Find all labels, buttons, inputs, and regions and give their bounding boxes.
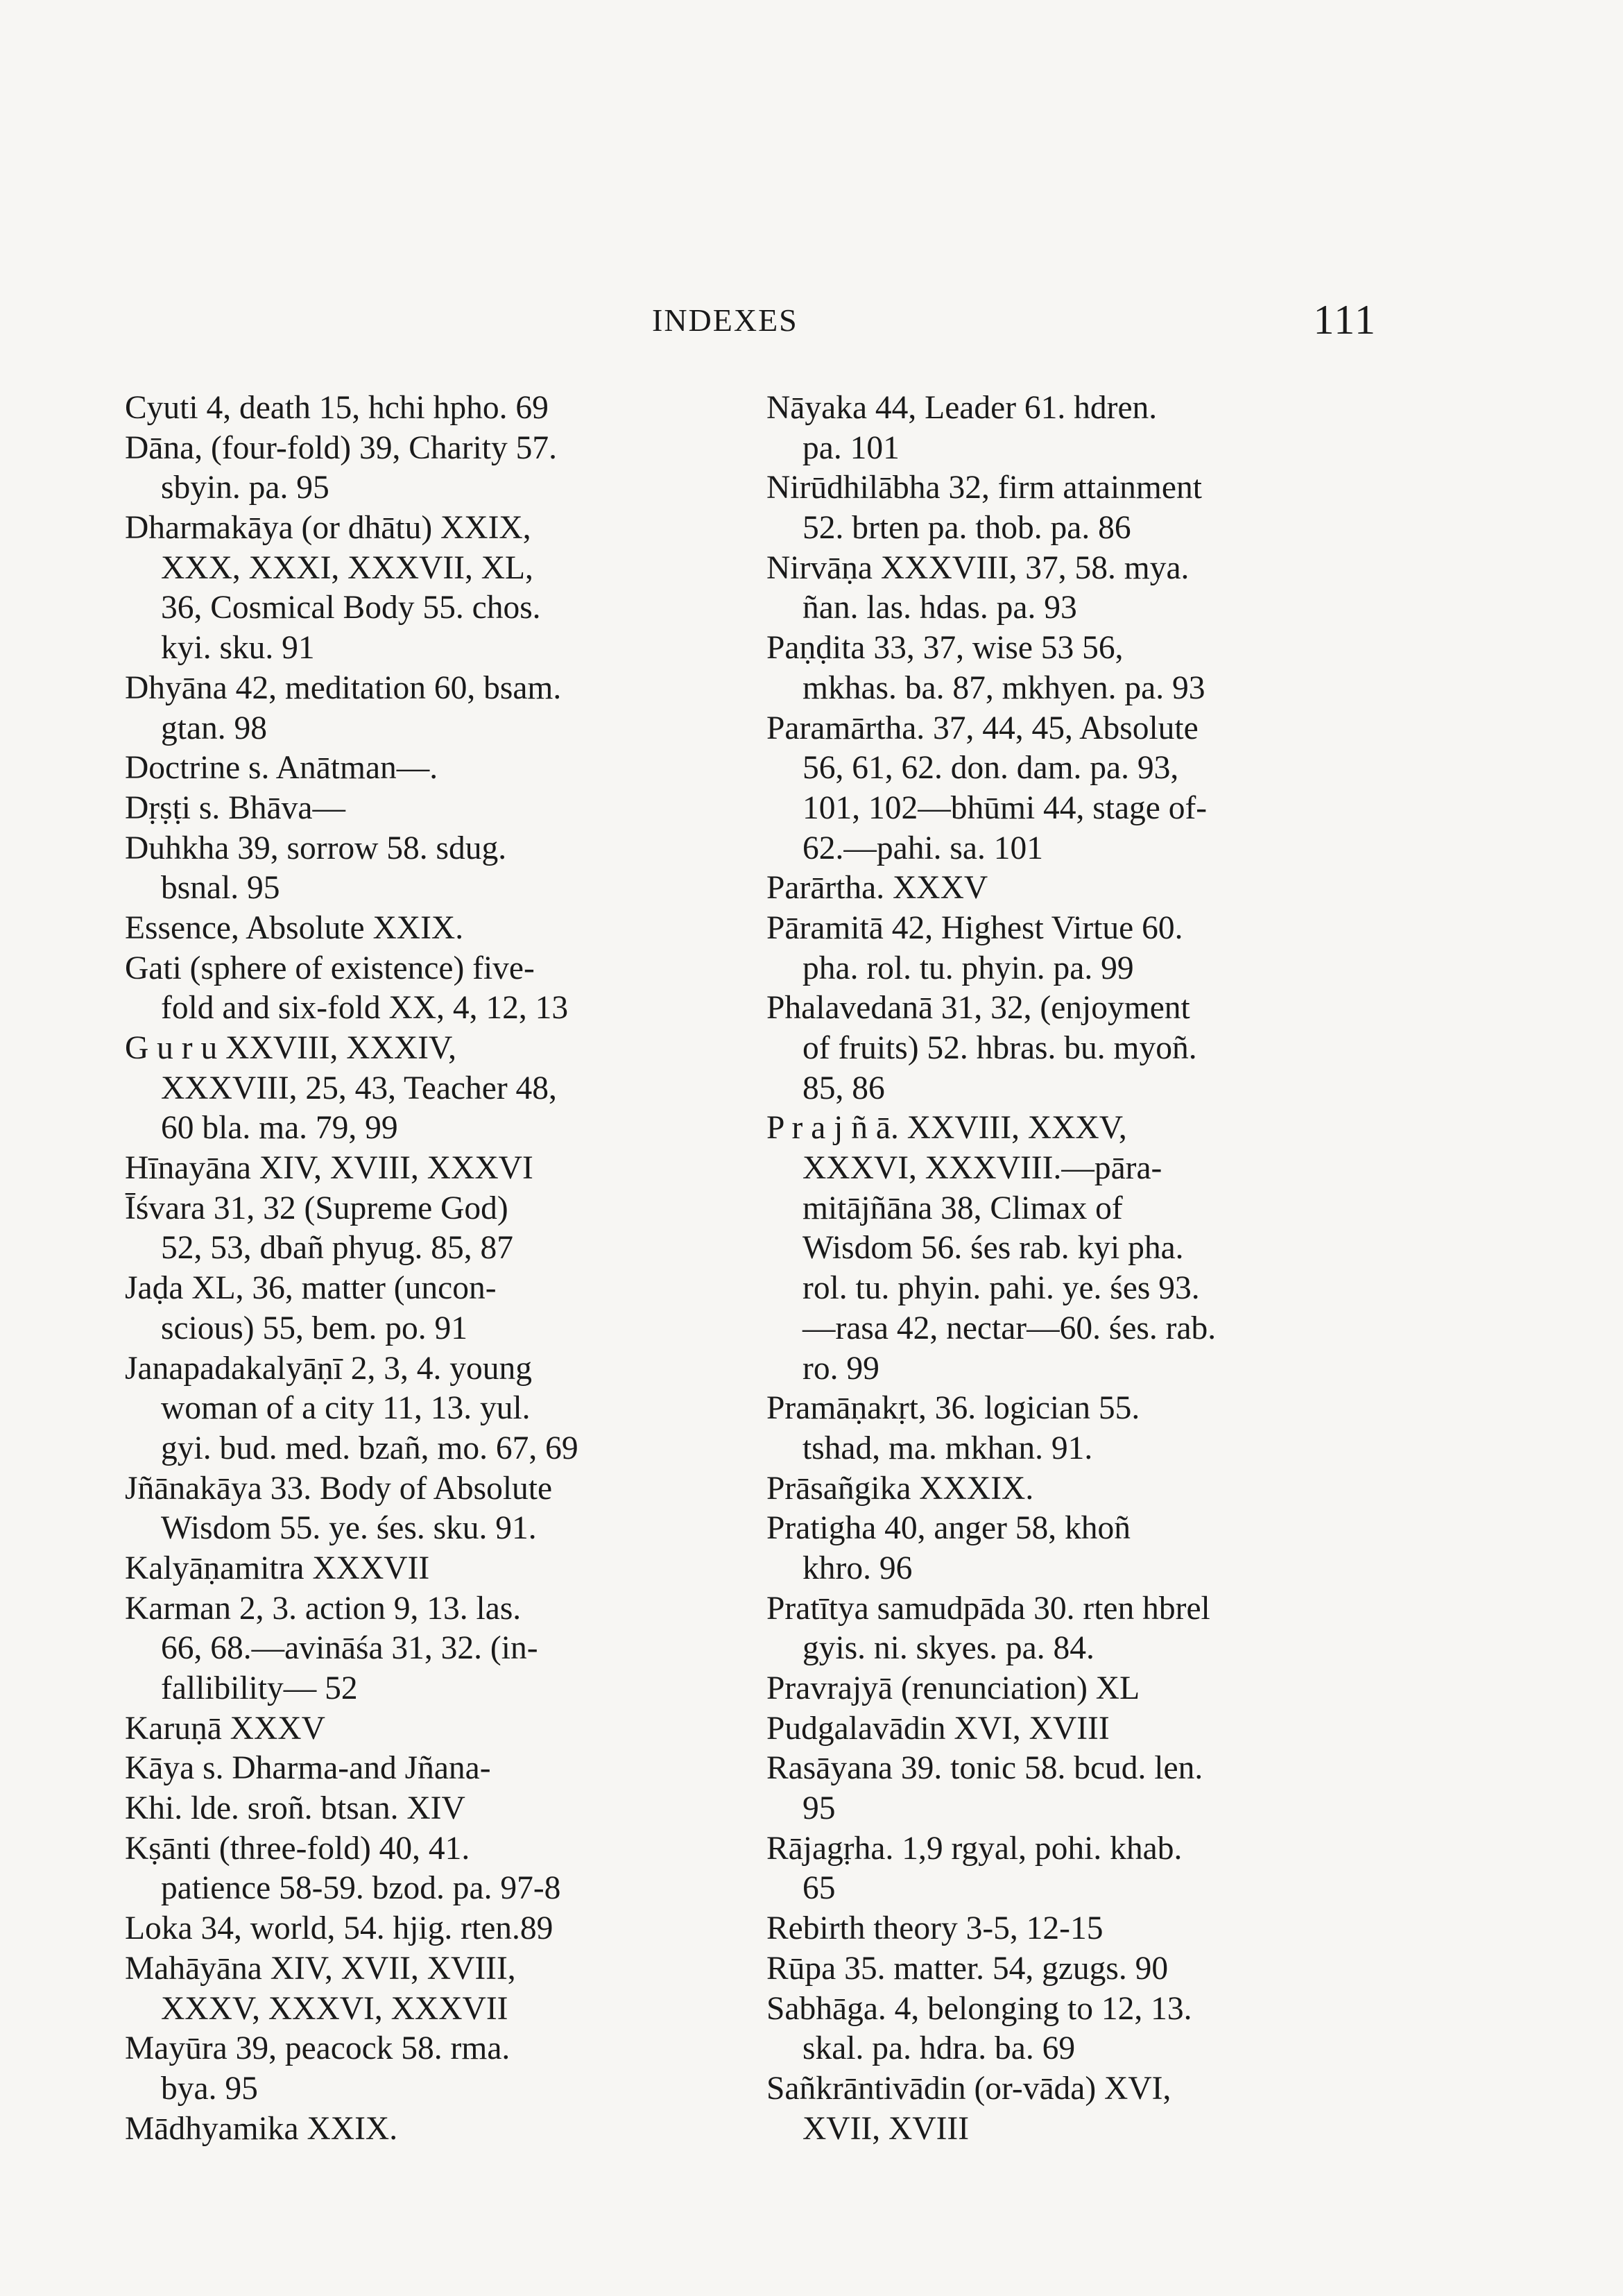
index-entry: Karman 2, 3. action 9, 13. las. — [125, 1590, 522, 1627]
index-entry-continuation: patience 58-59. bzod. pa. 97-8 — [161, 1870, 561, 1907]
index-column-left — [125, 388, 728, 2149]
index-entry: Dhyāna 42, meditation 60, bsam. — [125, 669, 562, 706]
index-entry-continuation: 66, 68.—avināśa 31, 32. (in- — [161, 1630, 538, 1667]
index-entry-continuation: 36, Cosmical Body 55. chos. — [161, 590, 541, 626]
index-column-right — [766, 388, 1380, 2149]
index-entry: Sabhāga. 4, belonging to 12, 13. — [766, 1990, 1192, 2027]
index-entry: Nāyaka 44, Leader 61. hdren. — [766, 390, 1158, 426]
index-entry: Essence, Absolute XXIX. — [125, 909, 464, 946]
index-entry: Janapadakalyāṇī 2, 3, 4. young — [125, 1350, 533, 1387]
index-entry: Pratigha 40, anger 58, khoñ — [766, 1510, 1131, 1547]
index-entry: Paramārtha. 37, 44, 45, Absolute — [766, 710, 1199, 746]
index-entry: Pravrajyā (renunciation) XL — [766, 1670, 1140, 1706]
index-entry-continuation: kyi. sku. 91 — [161, 630, 315, 667]
index-entry-continuation: mkhas. ba. 87, mkhyen. pa. 93 — [802, 669, 1205, 706]
index-entry-continuation: XXX, XXXI, XXXVII, XL, — [161, 549, 533, 586]
index-entry-continuation: pa. 101 — [802, 429, 900, 466]
index-entry: Gati (sphere of existence) five- — [125, 950, 535, 986]
index-entry-continuation: tshad, ma. mkhan. 91. — [802, 1430, 1093, 1466]
index-entry: Loka 34, world, 54. hjig. rten.89 — [125, 1910, 553, 1947]
index-entry: Jñānakāya 33. Body of Absolute — [125, 1470, 553, 1507]
running-head: INDEXES — [652, 302, 798, 338]
index-entry-continuation: bsnal. 95 — [161, 870, 280, 907]
index-entry-continuation: gyis. ni. skyes. pa. 84. — [802, 1630, 1094, 1667]
index-entry: Pratītya samudpāda 30. rten hbrel — [766, 1590, 1210, 1627]
index-entry-continuation: 60 bla. ma. 79, 99 — [161, 1110, 398, 1147]
index-entry: Doctrine s. Anātman—. — [125, 750, 438, 787]
index-entry: Hīnayāna XIV, XVIII, XXXVI — [125, 1150, 533, 1187]
index-entry: Mādhyamika XXIX. — [125, 2110, 398, 2147]
index-entry: Phalavedanā 31, 32, (enjoyment — [766, 990, 1190, 1027]
index-entry-continuation: rol. tu. phyin. pahi. ye. śes 93. — [802, 1270, 1200, 1307]
index-entry: Nirvāṇa XXXVIII, 37, 58. mya. — [766, 549, 1190, 586]
index-entry: Pudgalavādin XVI, XVIII — [766, 1710, 1110, 1747]
index-entry: Prāsañgika XXXIX. — [766, 1470, 1034, 1507]
index-entry-continuation: 85, 86 — [802, 1070, 885, 1106]
index-entry-continuation: sbyin. pa. 95 — [161, 470, 329, 506]
index-entry: Paṇḍita 33, 37, wise 53 56, — [766, 630, 1124, 667]
index-entry-continuation: fold and six-fold XX, 4, 12, 13 — [161, 990, 569, 1027]
index-entry-continuation: Wisdom 56. śes rab. kyi pha. — [802, 1230, 1184, 1267]
index-entry: Mayūra 39, peacock 58. rma. — [125, 2030, 510, 2067]
index-entry: Kalyāṇamitra XXXVII — [125, 1550, 430, 1586]
index-entry-continuation: 62.—pahi. sa. 101 — [802, 830, 1043, 866]
index-entry: Parārtha. XXXV — [766, 870, 988, 907]
index-entry-continuation: of fruits) 52. hbras. bu. myoñ. — [802, 1030, 1197, 1066]
index-entry-continuation: ro. 99 — [802, 1350, 879, 1387]
index-entry-continuation: 52. brten pa. thob. pa. 86 — [802, 510, 1131, 547]
index-entry: Karuṇā XXXV — [125, 1710, 325, 1747]
index-entry-continuation: 101, 102—bhūmi 44, stage of- — [802, 789, 1208, 826]
index-entry: Rūpa 35. matter. 54, gzugs. 90 — [766, 1950, 1169, 1987]
index-entry: Rebirth theory 3-5, 12-15 — [766, 1910, 1104, 1947]
index-entry-continuation: skal. pa. hdra. ba. 69 — [802, 2030, 1076, 2067]
index-entry: Duhkha 39, sorrow 58. sdug. — [125, 830, 507, 866]
index-entry-continuation: 95 — [802, 1790, 836, 1827]
index-entry-continuation: ñan. las. hdas. pa. 93 — [802, 590, 1077, 626]
index-entry: Īśvara 31, 32 (Supreme God) — [125, 1190, 508, 1226]
index-entry: Dṛṣṭi s. Bhāva— — [125, 789, 345, 826]
index-entry-continuation: khro. 96 — [802, 1550, 913, 1586]
index-entry: Mahāyāna XIV, XVII, XVIII, — [125, 1950, 516, 1987]
index-entry-continuation: XXXV, XXXVI, XXXVII — [161, 1990, 508, 2027]
index-entry: Dāna, (four-fold) 39, Charity 57. — [125, 429, 557, 466]
index-entry: P r a j ñ ā. XXVIII, XXXV, — [766, 1110, 1127, 1147]
index-entry-continuation: scious) 55, bem. po. 91 — [161, 1310, 467, 1346]
index-entry: Sañkrāntivādin (or-vāda) XVI, — [766, 2070, 1171, 2107]
index-entry-continuation: XXXVI, XXXVIII.—pāra- — [802, 1150, 1162, 1187]
index-entry: Jaḍa XL, 36, matter (uncon- — [125, 1270, 497, 1307]
index-entry: Kṣānti (three-fold) 40, 41. — [125, 1830, 470, 1867]
index-entry: Rasāyana 39. tonic 58. bcud. len. — [766, 1750, 1203, 1787]
index-entry-continuation: 52, 53, dbañ phyug. 85, 87 — [161, 1230, 513, 1267]
index-entry-continuation: 56, 61, 62. don. dam. pa. 93, — [802, 750, 1179, 787]
index-entry: Pramāṇakṛt, 36. logician 55. — [766, 1390, 1140, 1427]
index-entry: Kāya s. Dharma-and Jñana- — [125, 1750, 491, 1787]
index-entry-continuation: 65 — [802, 1870, 836, 1907]
index-entry: Khi. lde. sroñ. btsan. XIV — [125, 1790, 465, 1827]
index-entry: Pāramitā 42, Highest Virtue 60. — [766, 909, 1183, 946]
index-entry: Dharmakāya (or dhātu) XXIX, — [125, 510, 531, 547]
page-number: 111 — [1313, 297, 1377, 343]
index-entry: Cyuti 4, death 15, hchi hpho. 69 — [125, 390, 549, 426]
index-entry-continuation: woman of a city 11, 13. yul. — [161, 1390, 531, 1427]
index-entry-continuation: fallibility— 52 — [161, 1670, 358, 1706]
index-entry-continuation: gyi. bud. med. bzañ, mo. 67, 69 — [161, 1430, 578, 1466]
page-header — [652, 297, 1377, 350]
index-entry-continuation: —rasa 42, nectar—60. śes. rab. — [802, 1310, 1217, 1346]
index-entry: Rājagṛha. 1,9 rgyal, pohi. khab. — [766, 1830, 1183, 1867]
index-entry-continuation: XVII, XVIII — [802, 2110, 970, 2147]
index-entry: G u r u XXVIII, XXXIV, — [125, 1030, 457, 1066]
index-entry-continuation: bya. 95 — [161, 2070, 258, 2107]
index-entry: Nirūdhilābha 32, firm attainment — [766, 470, 1202, 506]
index-entry-continuation: gtan. 98 — [161, 710, 268, 746]
index-entry-continuation: pha. rol. tu. phyin. pa. 99 — [802, 950, 1134, 986]
index-entry-continuation: mitājñāna 38, Climax of — [802, 1190, 1123, 1226]
index-entry-continuation: XXXVIII, 25, 43, Teacher 48, — [161, 1070, 557, 1106]
index-entry-continuation: Wisdom 55. ye. śes. sku. 91. — [161, 1510, 537, 1547]
